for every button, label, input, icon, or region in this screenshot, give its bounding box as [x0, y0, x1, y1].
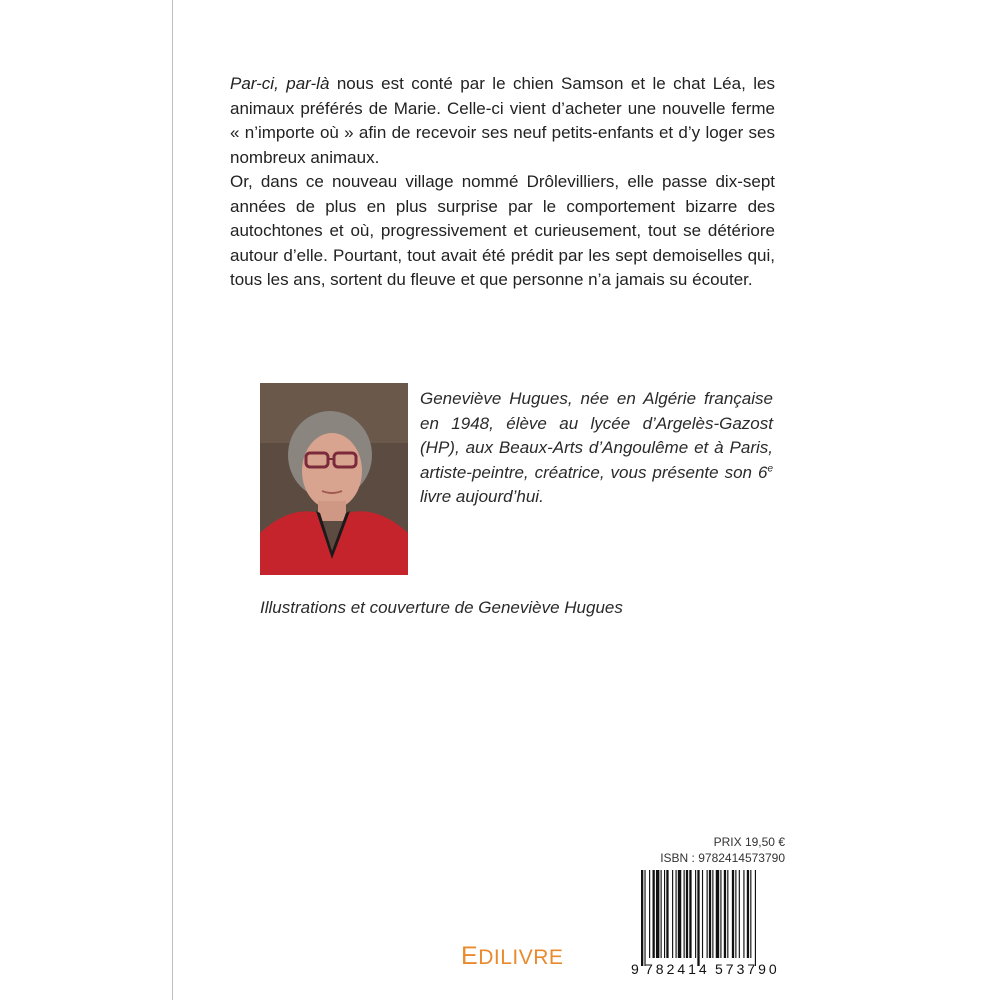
barcode-bar [664, 870, 665, 958]
barcode-digits-left: 782414 [645, 961, 710, 977]
barcode-digit-first: 9 [631, 961, 639, 977]
barcode-bar [649, 870, 650, 958]
isbn-label: ISBN : 9782414573790 [660, 851, 785, 865]
book-title: Par-ci, par-là [230, 74, 330, 93]
barcode-bar [716, 870, 719, 958]
barcode-bar [644, 870, 645, 966]
barcode-bar [641, 870, 643, 966]
barcode [631, 868, 787, 978]
barcode-bar [697, 870, 699, 966]
barcode-bar [653, 870, 655, 958]
author-bio-text: Geneviève Hugues, née en Algérie française en 1948, élève au lycée d’Argelès-Gazost (HP), aux Beaux-Arts d’Angoulême et à Paris, artiste-peintre, créatrice, vous présente son 6 [420, 389, 773, 482]
spine-edge [172, 0, 173, 1000]
barcode-digits-right: 573790 [715, 961, 780, 977]
author-photo [260, 383, 408, 575]
barcode-bar [732, 870, 734, 958]
barcode-bar [739, 870, 740, 958]
barcode-bar [656, 870, 659, 958]
barcode-bar [702, 870, 703, 958]
synopsis [230, 72, 775, 293]
barcode-bar [755, 870, 756, 966]
barcode-bar [720, 870, 721, 958]
barcode-bar [695, 870, 696, 958]
barcode-bar [709, 870, 711, 958]
publisher-logo [461, 942, 563, 971]
publisher-logo-initial: E [461, 942, 479, 970]
barcode-bar [735, 870, 736, 958]
barcode-bar [684, 870, 685, 958]
price-isbn-box [633, 834, 785, 866]
author-bio-text-end: livre aujourd’hui. [420, 487, 544, 506]
barcode-bar [727, 870, 728, 958]
barcode-bar [666, 870, 668, 958]
illustration-credits: Illustrations et couverture de Geneviève Hugues [260, 598, 623, 617]
barcode-bar [686, 870, 688, 958]
publisher-logo-rest: DILIVRE [478, 946, 564, 969]
barcode-bar [678, 870, 681, 958]
price-label: PRIX 19,50 € [713, 835, 785, 849]
synopsis-text-1: nous est conté par le chien Samson et le chat Léa, les animaux préférés de Marie. Celle-ci vient d’acheter une nouvelle ferme « n’importe où » afin de recevoir ses neuf petits-enfants et d’y loger ses nombreux animaux. [230, 74, 775, 167]
barcode-bar [661, 870, 662, 958]
synopsis-paragraph-1 [230, 72, 775, 170]
barcode-bar [676, 870, 677, 958]
synopsis-paragraph-2: Or, dans ce nouveau village nommé Drôlevilliers, elle passe dix-sept années de plus en plus surprise par le comportement bizarre des autochtones et où, progressivement et curieusement, tout se détériore autour d’elle. Pourtant, tout avait été prédit par les sept demoiselles qui, tous les ans, sortent du fleuve et que personne n’a jamais su écouter. [230, 172, 775, 289]
barcode-bars [641, 870, 756, 966]
barcode-bar [724, 870, 726, 958]
barcode-bar [747, 870, 749, 958]
barcode-bar [672, 870, 673, 958]
barcode-bar [712, 870, 713, 958]
barcode-bar [689, 870, 691, 958]
author-bio [420, 387, 773, 510]
barcode-bar [707, 870, 708, 958]
author-bio-superscript: e [767, 462, 773, 474]
barcode-bar [750, 870, 751, 958]
barcode-bar [743, 870, 744, 958]
